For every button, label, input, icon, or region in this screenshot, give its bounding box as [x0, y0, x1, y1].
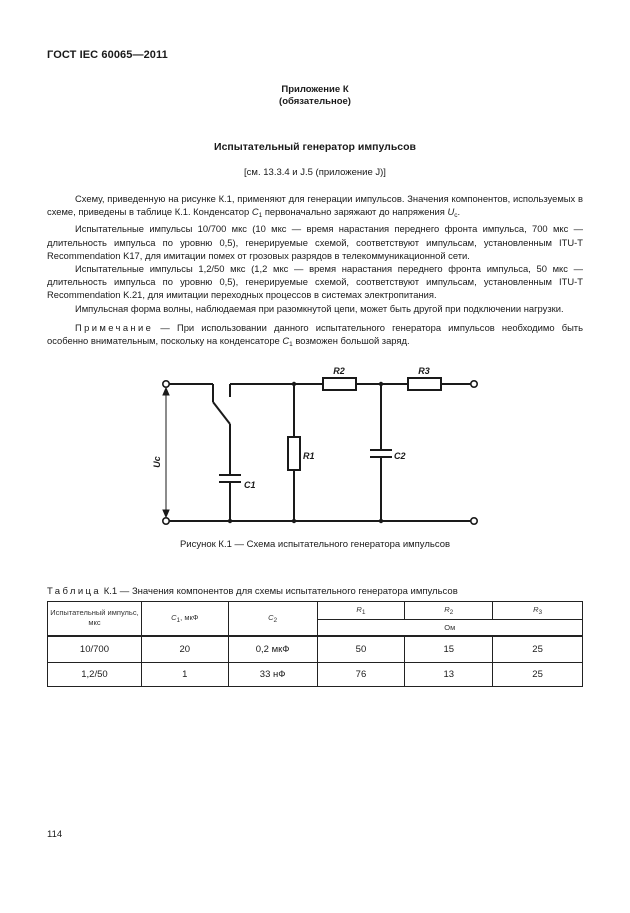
- note-c-subscript: 1: [289, 341, 293, 349]
- header-r1: [317, 602, 405, 620]
- header-r3: [493, 602, 583, 620]
- header-c2-symbol: C: [268, 612, 274, 622]
- header-c1-sub: 1: [176, 616, 181, 624]
- header-r3-symbol: R: [533, 605, 539, 614]
- cell-r2: 13: [405, 663, 493, 687]
- note-c-symbol: C: [282, 335, 290, 347]
- standard-designation: ГОСТ IEC 60065—2011: [47, 49, 168, 61]
- paragraph-1-text: Схему, приведенную на рисунке К.1, применяют для генерации импульсов. Значения компонентов, используемых в схеме, приведены в таблице К.1. Конденсатор: [47, 193, 583, 218]
- cell-r2: 15: [405, 636, 493, 663]
- components-table: [47, 601, 583, 687]
- junction-dot: [379, 382, 383, 386]
- resistor-r3: [408, 378, 441, 390]
- page-number: 114: [47, 829, 63, 840]
- terminal-top-left: [163, 381, 169, 387]
- junction-dot: [379, 519, 383, 523]
- table-caption: [47, 586, 458, 597]
- table-caption-text: К.1 — Значения компонентов для схемы испытательного генератора импульсов: [101, 586, 458, 597]
- header-impulse: Испытательный импульс, мкс: [48, 602, 142, 636]
- header-r2: [405, 602, 493, 620]
- junction-dot: [292, 519, 296, 523]
- paragraph-1-text-2: первоначально заряжают до напряжения: [262, 206, 448, 218]
- header-c2-sub: 2: [273, 616, 278, 624]
- figure-caption: Рисунок К.1 — Схема испытательного генератора импульсов: [179, 539, 451, 550]
- label-r1: R1: [303, 451, 315, 461]
- annex-status: (обязательное): [279, 96, 351, 107]
- section-title: Испытательный генератор импульсов: [214, 141, 416, 153]
- annex-title: Приложение К: [281, 84, 349, 95]
- paragraph-1-end: .: [457, 206, 461, 218]
- table-row: [48, 636, 583, 663]
- c1-symbol: C: [251, 206, 259, 218]
- terminal-top-right: [471, 381, 477, 387]
- header-r1-sub: 1: [361, 609, 366, 616]
- uc-arrow-head-bottom: [163, 510, 169, 517]
- header-r3-sub: 3: [538, 609, 543, 616]
- cell-c1: 1: [141, 663, 228, 687]
- resistor-r2: [323, 378, 356, 390]
- header-c2: [228, 602, 317, 636]
- switch-blade: [213, 402, 230, 424]
- label-uc: Uc: [152, 456, 162, 468]
- label-r3: R3: [418, 366, 430, 376]
- note-text: — При использовании данного испытательного генератора импульсов необходимо быть особенно внимательным, поскольку на конденсаторе: [47, 321, 583, 347]
- header-c1-symbol: C: [171, 612, 177, 622]
- note-text-end: возможен большой заряд.: [292, 335, 410, 347]
- label-c1: C1: [244, 480, 256, 490]
- cell-r1: 50: [317, 636, 405, 663]
- table-row: [48, 663, 583, 687]
- header-r2-symbol: R: [444, 605, 450, 614]
- note-label: Примечание: [75, 321, 154, 333]
- junction-dot: [292, 382, 296, 386]
- cell-r1: 76: [317, 663, 405, 687]
- cell-c2: 0,2 мкФ: [228, 636, 317, 663]
- cell-c2: 33 нФ: [228, 663, 317, 687]
- label-r2: R2: [333, 366, 345, 376]
- label-c2: C2: [394, 451, 406, 461]
- paragraph-2: Испытательные импульсы 10/700 мкс (10 мкс — время нарастания переднего фронта импульса, 700 мкс — длительность импульса по уровню 0,5), генерируемые схемой, соответствуют импульсам, установленным ITU-T Recommendation K17, для имитации помех от грозовых разрядов в телекоммуникационной сети.: [47, 223, 583, 261]
- header-r2-sub: 2: [449, 609, 454, 616]
- uc-subscript: c: [454, 212, 458, 220]
- junction-dot: [228, 519, 232, 523]
- uc-arrow-head-top: [163, 388, 169, 395]
- uc-symbol: U: [447, 206, 455, 218]
- cell-impulse: 1,2/50: [48, 663, 142, 687]
- header-r1-symbol: R: [356, 605, 362, 614]
- header-c1-unit: , мкФ: [180, 612, 199, 622]
- terminal-bottom-left: [163, 518, 169, 524]
- terminal-bottom-right: [471, 518, 477, 524]
- header-c1: [141, 602, 228, 636]
- cell-impulse: 10/700: [48, 636, 142, 663]
- header-ohm: Ом: [317, 620, 582, 636]
- cell-r3: 25: [493, 636, 583, 663]
- c1-subscript: 1: [258, 212, 263, 220]
- cell-c1: 20: [141, 636, 228, 663]
- resistor-r1: [288, 437, 300, 470]
- paragraph-4: Импульсная форма волны, наблюдаемая при разомкнутой цепи, может быть другой при подключении нагрузки.: [75, 302, 564, 314]
- table-caption-label: Таблица: [47, 586, 102, 597]
- section-reference: [см. 13.3.4 и J.5 (приложение J)]: [244, 167, 386, 178]
- cell-r3: 25: [493, 663, 583, 687]
- paragraph-3: Испытательные импульсы 1,2/50 мкс (1,2 мкс — время нарастания переднего фронта импульса, 50 мкс — длительность импульса по уровню 0,5), генерируемые схемой, соответствуют импульсам, установленным ITU-T Recommendation K.21, для имитации переходных процессов в системах электропитания.: [47, 263, 583, 301]
